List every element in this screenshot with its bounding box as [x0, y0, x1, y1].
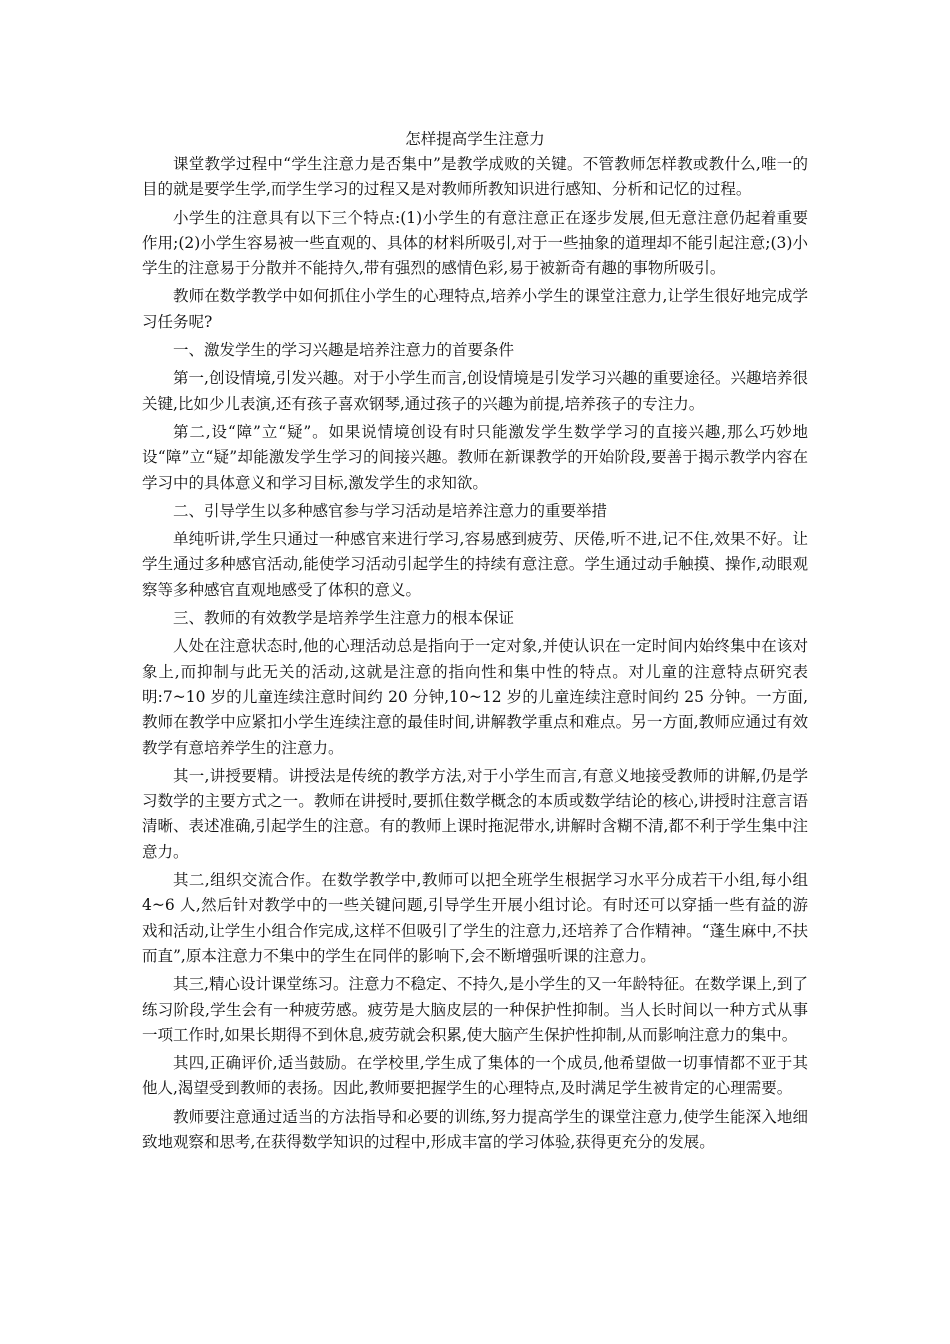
section-heading-3: 三、教师的有效教学是培养学生注意力的根本保证	[173, 609, 515, 628]
paragraph-first: 第一,创设情境,引发兴趣。对于小学生而言,创设情境是引发学习兴趣的重要途径。兴趣培养很关键,比如少儿表演,还有孩子喜欢钢琴,通过孩子的兴趣为前提,培养孩子的专注力。	[142, 369, 808, 413]
section-heading-2: 二、引导学生以多种感官参与学习活动是培养注意力的重要举措	[173, 501, 608, 520]
paragraph-intro: 课堂教学过程中“学生注意力是否集中”是教学成败的关键。不管教师怎样教或教什么,唯一的目的就是要学生学,而学生学习的过程又是对教师所教知识进行感知、分析和记忆的过程。	[142, 155, 808, 199]
section-heading-1: 一、激发学生的学习兴趣是培养注意力的首要条件	[173, 341, 515, 360]
paragraph-cooperation: 其二,组织交流合作。在数学教学中,教师可以把全班学生根据学习水平分成若干小组,每小组 4~6 人,然后针对教学中的一些关键问题,引导学生开展小组讨论。有时还可以穿插一些有益的游戏和活动,让学生小组合作完成,这样不但吸引了学生的注意力,还培养了合作精神。“蓬生麻中,不扶而直”,原本注意力不集中的学生在同伴的影响下,会不断增强听课的注意力。	[142, 871, 808, 965]
document-page	[142, 127, 808, 1158]
paragraph-question: 教师在数学教学中如何抓住小学生的心理特点,培养小学生的课堂注意力,让学生很好地完成学习任务呢?	[142, 287, 808, 331]
paragraph-lecture: 其一,讲授要精。讲授法是传统的教学方法,对于小学生而言,有意义地接受教师的讲解,仍是学习数学的主要方式之一。教师在讲授时,要抓住数学概念的本质或数学结论的核心,讲授时注意言语清晰、表述准确,引起学生的注意。有的教师上课时拖泥带水,讲解时含糊不清,都不利于学生集中注意力。	[142, 766, 808, 861]
paragraph-features: 小学生的注意具有以下三个特点:(1)小学生的有意注意正在逐步发展,但无意注意仍起着重要作用;(2)小学生容易被一些直观的、具体的材料所吸引,对于一些抽象的道理却不能引起注意;(3)小学生的注意易于分散并不能持久,带有强烈的感情色彩,易于被新奇有趣的事物所吸引。	[142, 208, 808, 278]
paragraph-evaluation: 其四,正确评价,适当鼓励。在学校里,学生成了集体的一个成员,他希望做一切事情都不亚于其他人,渴望受到教师的表扬。因此,教师要把握学生的心理特点,及时满足学生被肯定的心理需要。	[142, 1054, 808, 1098]
paragraph-attention-state: 人处在注意状态时,他的心理活动总是指向于一定对象,并使认识在一定时间内始终集中在该对象上,而抑制与此无关的活动,这就是注意的指向性和集中性的特点。对儿童的注意特点研究表明:7~10 岁的儿童连续注意时间约 20 分钟,10~12 岁的儿童连续注意时间约 25 分钟。一方面,教师在教学中应紧扣小学生连续注意的最佳时间,讲解教学重点和难点。另一方面,教师应通过有效教学有意培养学生的注意力。	[142, 637, 808, 757]
paragraph-senses: 单纯听讲,学生只通过一种感官来进行学习,容易感到疲劳、厌倦,听不进,记不住,效果不好。让学生通过多种感官活动,能使学习活动引起学生的持续有意注意。学生通过动手触摸、操作,动眼观察等多种感官直观地感受了体积的意义。	[142, 530, 808, 599]
document-title: 怎样提高学生注意力	[405, 130, 545, 148]
paragraph-conclusion: 教师要注意通过适当的方法指导和必要的训练,努力提高学生的课堂注意力,使学生能深入地细致地观察和思考,在获得数学知识的过程中,形成丰富的学习体验,获得更充分的发展。	[142, 1107, 808, 1151]
paragraph-exercises: 其三,精心设计课堂练习。注意力不稳定、不持久,是小学生的又一年龄特征。在数学课上,到了练习阶段,学生会有一种疲劳感。疲劳是大脑皮层的一种保护性抑制。当人长时间以一种方式从事一项工作时,如果长期得不到休息,疲劳就会积累,使大脑产生保护性抑制,从而影响注意力的集中。	[142, 975, 808, 1044]
paragraph-second: 第二,设“障”立“疑”。如果说情境创设有时只能激发学生数学学习的直接兴趣,那么巧妙地设“障”立“疑”却能激发学生学习的间接兴趣。教师在新课教学的开始阶段,要善于揭示教学内容在学习中的具体意义和学习目标,激发学生的求知欲。	[142, 422, 808, 492]
